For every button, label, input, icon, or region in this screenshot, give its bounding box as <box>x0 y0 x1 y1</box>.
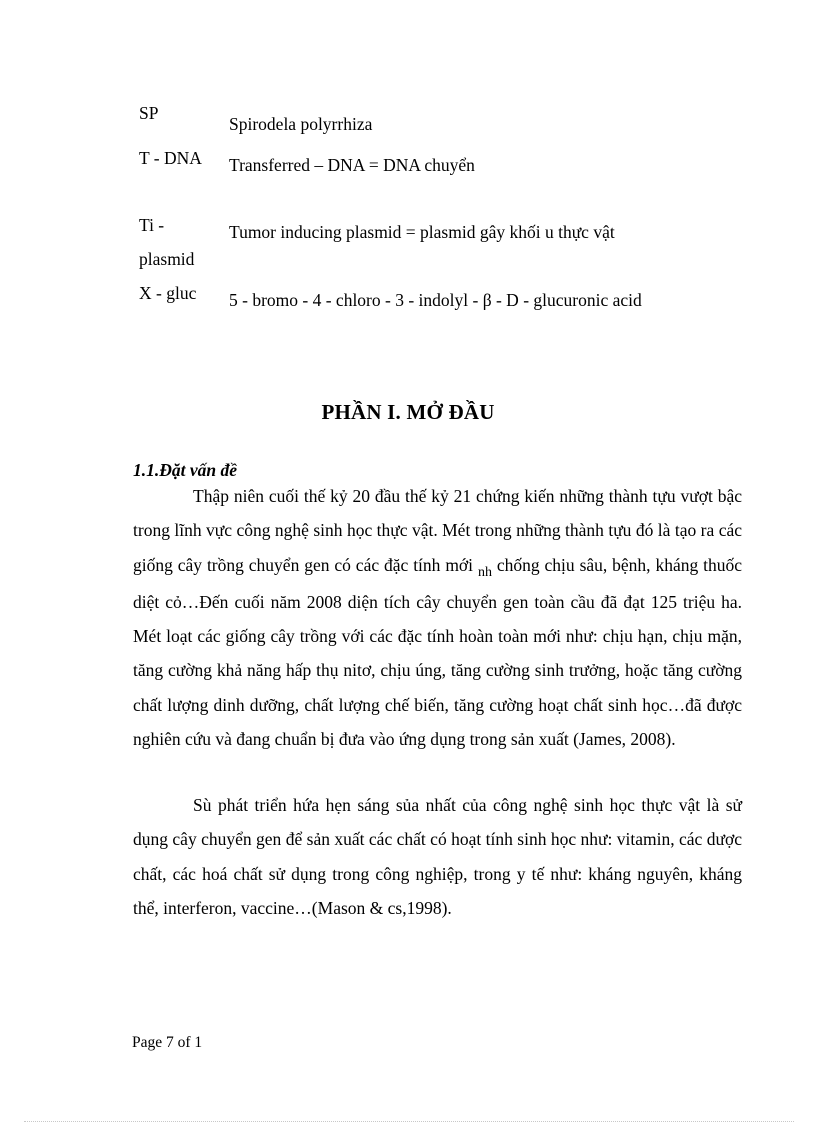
abbreviation-definition: Spirodela polyrrhiza <box>229 114 373 134</box>
page-bottom-divider <box>24 1121 794 1122</box>
section-title: PHẦN I. MỞ ĐẦU <box>321 400 495 424</box>
abbreviation-term: SP <box>139 103 159 123</box>
paragraph-text: chống chịu sâu, bệnh, kháng thuốc diệt cỏ…Đến cuối năm 2008 diện tích cây chuyển gen toàn cầu đã đạt 125 triệu ha. Mét loạt các giống cây trồng với các đặc tính hoàn toàn mới như: chịu hạn, chịu mặn, tăng cường khả năng hấp thụ nitơ, chịu úng, tăng cường sinh trưởng, hoặc tăng cường chất lượng dinh dưỡng, chất lượng chế biến, tăng cường hoạt chất sinh học…đã được nghiên cứu và đang chuẩn bị đưa vào ứng dụng trong sản xuất (James, 2008). <box>133 554 743 750</box>
body-paragraph <box>133 788 742 925</box>
abbreviation-term: X - gluc <box>139 283 197 303</box>
page-footer: Page 7 of 1 <box>132 1034 203 1051</box>
subsection-heading: 1.1.Đặt vấn đề <box>133 460 238 480</box>
subscript-text: nh <box>477 564 492 580</box>
abbreviation-definition: Tumor inducing plasmid = plasmid gây khối u thực vật <box>229 222 615 242</box>
body-paragraph <box>133 479 742 756</box>
abbreviation-definition: 5 - bromo - 4 - chloro - 3 - indolyl - β - D - glucuronic acid <box>229 290 642 310</box>
abbreviation-term: T - DNA <box>139 148 202 168</box>
paragraph-text: Sù phát triển hứa hẹn sáng sủa nhất của công nghệ sinh học thực vật là sử dụng cây chuyển gen để sản xuất các chất có hoạt tính sinh học như: vitamin, các dược chất, các hoá chất sử dụng trong công nghiệp, trong y tế như: kháng nguyên, kháng thể, interferon, vaccine…(Mason & cs,1998). <box>133 795 742 918</box>
abbreviation-term: Ti - plasmid <box>139 215 195 269</box>
abbreviation-definition: Transferred – DNA = DNA chuyển <box>229 155 475 175</box>
paragraph-text: Thập niên cuối thế kỷ 20 đầu thế kỷ 21 chứng kiến những thành tựu vượt bậc trong lĩnh vực công nghệ sinh học thực vật. Mét trong những thành tựu đó là tạo ra các giống cây trồng chuyển gen có các đặc tính mới <box>133 486 742 575</box>
